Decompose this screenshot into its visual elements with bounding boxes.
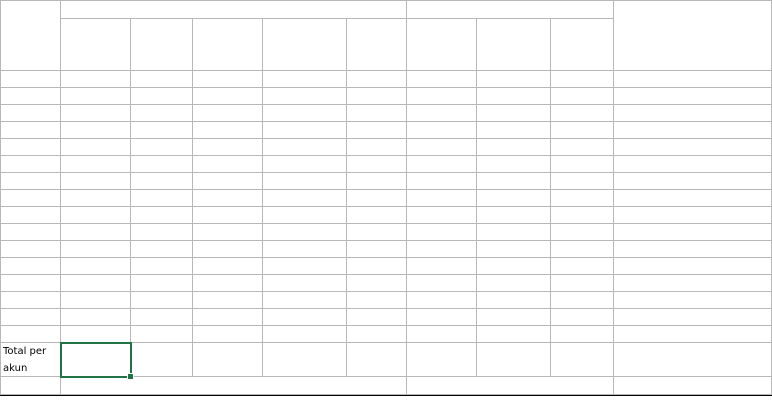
cell-modal-row-p[interactable] [551, 326, 614, 343]
cell-utang-usaha-row-b[interactable] [407, 88, 477, 105]
cell-utang-bank-row-k[interactable] [477, 241, 551, 258]
cell-utang-bank-row-d[interactable] [477, 122, 551, 139]
cell-peralatan-row-i[interactable] [347, 207, 407, 224]
cell-perlengkapan-row-d[interactable] [263, 122, 347, 139]
cell-utang-usaha-row-k[interactable] [407, 241, 477, 258]
cell-modal-row-m[interactable] [551, 275, 614, 292]
cell-utang-usaha-row-d[interactable] [407, 122, 477, 139]
cell-kas-row-k[interactable] [61, 241, 131, 258]
cell-utang-bank-row-h[interactable] [477, 190, 551, 207]
total-per-akun-peralatan[interactable] [347, 343, 407, 377]
cell-piutang-row-a[interactable] [131, 71, 193, 88]
cell-piutang-row-i[interactable] [131, 207, 193, 224]
cell-tgl-row-p[interactable] [0, 326, 61, 343]
cell-tgl-row-c[interactable] [0, 105, 61, 122]
cell-utang-bank-row-m[interactable] [477, 275, 551, 292]
cell-perlengkapan-row-b[interactable] [263, 88, 347, 105]
cell-kas-row-b[interactable] [61, 88, 131, 105]
cell-sewa-row-c[interactable] [193, 105, 263, 122]
header-tgl[interactable] [0, 1, 61, 71]
cell-tgl-row-f[interactable] [0, 156, 61, 173]
grid-bottom-border [0, 395, 772, 396]
cell-peralatan-row-g[interactable] [347, 173, 407, 190]
cell-peralatan-row-b[interactable] [347, 88, 407, 105]
cell-perlengkapan-row-f[interactable] [263, 156, 347, 173]
cell-tgl-row-a[interactable] [0, 71, 61, 88]
cell-piutang-row-g[interactable] [131, 173, 193, 190]
cell-sewa-row-l[interactable] [193, 258, 263, 275]
cell-sewa-row-k[interactable] [193, 241, 263, 258]
cell-kas-row-i[interactable] [61, 207, 131, 224]
cell-perlengkapan-row-h[interactable] [263, 190, 347, 207]
cell-kas-row-e[interactable] [61, 139, 131, 156]
cell-utang-usaha-row-g[interactable] [407, 173, 477, 190]
header-utang-usaha[interactable] [407, 19, 477, 71]
cell-tgl-row-e[interactable] [0, 139, 61, 156]
total-per-akun-utang-usaha[interactable] [407, 343, 477, 377]
cell-perlengkapan-row-o[interactable] [263, 309, 347, 326]
cell-peralatan-row-m[interactable] [347, 275, 407, 292]
cell-perlengkapan-row-p[interactable] [263, 326, 347, 343]
label-total[interactable] [0, 377, 61, 395]
label-total-per-akun-line2: akun [3, 363, 28, 374]
cell-piutang-row-h[interactable] [131, 190, 193, 207]
cell-utang-bank-row-b[interactable] [477, 88, 551, 105]
cell-piutang-row-n[interactable] [131, 292, 193, 309]
header-perlengkapan[interactable] [263, 19, 347, 71]
cell-peralatan-row-c[interactable] [347, 105, 407, 122]
cell-perlengkapan-row-g[interactable] [263, 173, 347, 190]
cell-utang-usaha-row-j[interactable] [407, 224, 477, 241]
total-keterangan[interactable] [614, 377, 772, 395]
cell-sewa-row-m[interactable] [193, 275, 263, 292]
cell-modal-row-b[interactable] [551, 88, 614, 105]
cell-utang-bank-row-f[interactable] [477, 156, 551, 173]
cell-utang-bank-row-g[interactable] [477, 173, 551, 190]
cell-keterangan-row-h[interactable] [614, 190, 772, 207]
cell-utang-usaha-row-p[interactable] [407, 326, 477, 343]
cell-tgl-row-h[interactable] [0, 190, 61, 207]
cell-sewa-row-p[interactable] [193, 326, 263, 343]
cell-perlengkapan-row-j[interactable] [263, 224, 347, 241]
cell-keterangan-row-l[interactable] [614, 258, 772, 275]
cell-keterangan-row-e[interactable] [614, 139, 772, 156]
cell-kas-row-g[interactable] [61, 173, 131, 190]
cell-utang-bank-row-i[interactable] [477, 207, 551, 224]
total-per-akun-modal[interactable] [551, 343, 614, 377]
cell-modal-row-c[interactable] [551, 105, 614, 122]
cell-peralatan-row-e[interactable] [347, 139, 407, 156]
cell-peralatan-row-o[interactable] [347, 309, 407, 326]
cell-peralatan-row-n[interactable] [347, 292, 407, 309]
cell-kas-row-m[interactable] [61, 275, 131, 292]
cell-tgl-row-n[interactable] [0, 292, 61, 309]
cell-utang-usaha-row-i[interactable] [407, 207, 477, 224]
cell-tgl-row-b[interactable] [0, 88, 61, 105]
header-piutang[interactable] [131, 19, 193, 71]
cell-peralatan-row-f[interactable] [347, 156, 407, 173]
cell-sewa-row-o[interactable] [193, 309, 263, 326]
header-pasiva[interactable] [407, 1, 614, 19]
cell-utang-bank-row-p[interactable] [477, 326, 551, 343]
cell-kas-row-o[interactable] [61, 309, 131, 326]
total-pasiva[interactable] [407, 377, 614, 395]
cell-perlengkapan-row-n[interactable] [263, 292, 347, 309]
cell-keterangan-row-p[interactable] [614, 326, 772, 343]
cell-utang-usaha-row-h[interactable] [407, 190, 477, 207]
cell-modal-row-k[interactable] [551, 241, 614, 258]
cell-utang-usaha-row-m[interactable] [407, 275, 477, 292]
cell-keterangan-row-a[interactable] [614, 71, 772, 88]
cell-modal-row-i[interactable] [551, 207, 614, 224]
cell-keterangan-row-k[interactable] [614, 241, 772, 258]
cell-piutang-row-d[interactable] [131, 122, 193, 139]
cell-modal-row-e[interactable] [551, 139, 614, 156]
total-per-akun-piutang[interactable] [131, 343, 193, 377]
cell-modal-row-f[interactable] [551, 156, 614, 173]
cell-tgl-row-j[interactable] [0, 224, 61, 241]
cell-sewa-row-h[interactable] [193, 190, 263, 207]
cell-perlengkapan-row-l[interactable] [263, 258, 347, 275]
cell-tgl-row-g[interactable] [0, 173, 61, 190]
total-per-akun-utang-bank[interactable] [477, 343, 551, 377]
cell-piutang-row-p[interactable] [131, 326, 193, 343]
header-modal[interactable] [551, 19, 614, 71]
total-per-akun-kas[interactable] [61, 343, 131, 377]
cell-modal-row-d[interactable] [551, 122, 614, 139]
cell-sewa-row-i[interactable] [193, 207, 263, 224]
total-per-akun-perlengkapan[interactable] [263, 343, 347, 377]
cell-modal-row-j[interactable] [551, 224, 614, 241]
cell-tgl-row-i[interactable] [0, 207, 61, 224]
cell-utang-usaha-row-c[interactable] [407, 105, 477, 122]
cell-utang-bank-row-l[interactable] [477, 258, 551, 275]
cell-kas-row-j[interactable] [61, 224, 131, 241]
header-kas[interactable] [61, 19, 131, 71]
cell-keterangan-row-o[interactable] [614, 309, 772, 326]
cell-tgl-row-l[interactable] [0, 258, 61, 275]
cell-piutang-row-b[interactable] [131, 88, 193, 105]
cell-utang-bank-row-c[interactable] [477, 105, 551, 122]
header-peralatan[interactable] [347, 19, 407, 71]
cell-utang-bank-row-o[interactable] [477, 309, 551, 326]
cell-perlengkapan-row-c[interactable] [263, 105, 347, 122]
cell-peralatan-row-j[interactable] [347, 224, 407, 241]
cell-perlengkapan-row-a[interactable] [263, 71, 347, 88]
cell-piutang-row-c[interactable] [131, 105, 193, 122]
cell-piutang-row-f[interactable] [131, 156, 193, 173]
cell-piutang-row-l[interactable] [131, 258, 193, 275]
cell-kas-row-n[interactable] [61, 292, 131, 309]
cell-kas-row-d[interactable] [61, 122, 131, 139]
cell-tgl-row-k[interactable] [0, 241, 61, 258]
cell-keterangan-row-m[interactable] [614, 275, 772, 292]
cell-kas-row-f[interactable] [61, 156, 131, 173]
cell-peralatan-row-d[interactable] [347, 122, 407, 139]
cell-modal-row-a[interactable] [551, 71, 614, 88]
cell-keterangan-row-g[interactable] [614, 173, 772, 190]
cell-piutang-row-j[interactable] [131, 224, 193, 241]
cell-keterangan-row-i[interactable] [614, 207, 772, 224]
cell-utang-bank-row-j[interactable] [477, 224, 551, 241]
cell-perlengkapan-row-k[interactable] [263, 241, 347, 258]
cell-utang-usaha-row-a[interactable] [407, 71, 477, 88]
cell-modal-row-g[interactable] [551, 173, 614, 190]
cell-piutang-row-m[interactable] [131, 275, 193, 292]
cell-utang-bank-row-a[interactable] [477, 71, 551, 88]
cell-sewa-row-j[interactable] [193, 224, 263, 241]
fill-handle[interactable] [127, 373, 134, 380]
cell-peralatan-row-h[interactable] [347, 190, 407, 207]
cell-utang-usaha-row-l[interactable] [407, 258, 477, 275]
cell-utang-usaha-row-f[interactable] [407, 156, 477, 173]
cell-modal-row-h[interactable] [551, 190, 614, 207]
total-aktiva[interactable] [61, 377, 407, 395]
cell-sewa-row-e[interactable] [193, 139, 263, 156]
cell-peralatan-row-l[interactable] [347, 258, 407, 275]
cell-sewa-row-b[interactable] [193, 88, 263, 105]
cell-utang-bank-row-n[interactable] [477, 292, 551, 309]
cell-peralatan-row-k[interactable] [347, 241, 407, 258]
cell-sewa-row-d[interactable] [193, 122, 263, 139]
cell-perlengkapan-row-m[interactable] [263, 275, 347, 292]
cell-modal-row-o[interactable] [551, 309, 614, 326]
cell-keterangan-row-d[interactable] [614, 122, 772, 139]
cell-utang-usaha-row-e[interactable] [407, 139, 477, 156]
cell-peralatan-row-p[interactable] [347, 326, 407, 343]
label-total-per-akun-line1: Total per [3, 346, 47, 357]
cell-kas-row-h[interactable] [61, 190, 131, 207]
cell-keterangan-row-b[interactable] [614, 88, 772, 105]
cell-tgl-row-d[interactable] [0, 122, 61, 139]
cell-tgl-row-m[interactable] [0, 275, 61, 292]
cell-modal-row-l[interactable] [551, 258, 614, 275]
total-per-akun-sewa[interactable] [193, 343, 263, 377]
header-utang-bank[interactable] [477, 19, 551, 71]
cell-keterangan-row-f[interactable] [614, 156, 772, 173]
cell-piutang-row-o[interactable] [131, 309, 193, 326]
cell-perlengkapan-row-i[interactable] [263, 207, 347, 224]
cell-sewa-row-n[interactable] [193, 292, 263, 309]
cell-modal-row-n[interactable] [551, 292, 614, 309]
cell-sewa-row-a[interactable] [193, 71, 263, 88]
cell-utang-bank-row-e[interactable] [477, 139, 551, 156]
cell-sewa-row-f[interactable] [193, 156, 263, 173]
cell-keterangan-row-c[interactable] [614, 105, 772, 122]
cell-keterangan-row-n[interactable] [614, 292, 772, 309]
header-keterangan[interactable] [614, 1, 772, 71]
cell-utang-usaha-row-n[interactable] [407, 292, 477, 309]
cell-piutang-row-k[interactable] [131, 241, 193, 258]
cell-kas-row-p[interactable] [61, 326, 131, 343]
cell-utang-usaha-row-o[interactable] [407, 309, 477, 326]
header-sewa[interactable] [193, 19, 263, 71]
label-total-per-akun[interactable] [0, 343, 61, 377]
cell-piutang-row-e[interactable] [131, 139, 193, 156]
cell-kas-row-a[interactable] [61, 71, 131, 88]
cell-peralatan-row-a[interactable] [347, 71, 407, 88]
cell-kas-row-c[interactable] [61, 105, 131, 122]
cell-tgl-row-o[interactable] [0, 309, 61, 326]
cell-sewa-row-g[interactable] [193, 173, 263, 190]
cell-kas-row-l[interactable] [61, 258, 131, 275]
total-per-akun-keterangan[interactable] [614, 343, 772, 377]
cell-keterangan-row-j[interactable] [614, 224, 772, 241]
cell-perlengkapan-row-e[interactable] [263, 139, 347, 156]
header-aktiva[interactable] [61, 1, 407, 19]
